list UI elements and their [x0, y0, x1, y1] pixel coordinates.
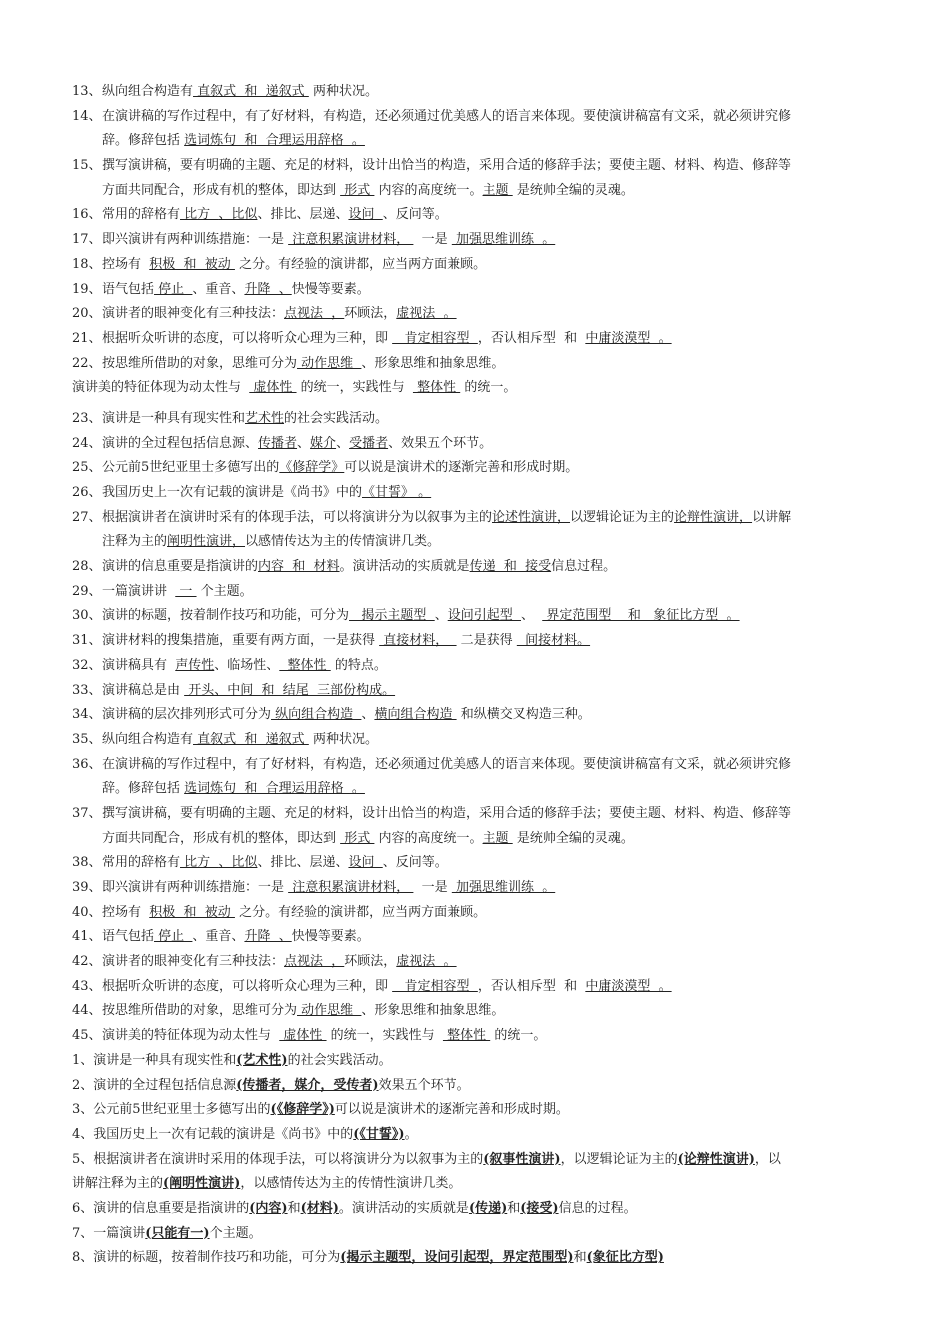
text-line	[72, 975, 880, 1000]
item-number: 44、	[72, 1003, 102, 1019]
line-text: 公元前5世纪亚里士多德写出的	[102, 460, 280, 476]
line-text: 一是	[413, 232, 452, 248]
text-line	[72, 1024, 880, 1049]
answer-blank: 声传性	[175, 657, 215, 673]
text-line	[72, 827, 880, 852]
answer-blank: 积极 和 被动	[149, 904, 235, 920]
text-line	[72, 1172, 880, 1197]
line-text: 演讲稿具有	[102, 657, 176, 673]
line-text: 演讲的信息重要是指演讲的	[102, 559, 259, 575]
text-line	[72, 1123, 880, 1148]
line-text: 、形象思维和抽象思维。	[361, 1003, 505, 1019]
line-text: 1、演讲是一种具有现实性和	[72, 1052, 237, 1068]
text-line	[72, 327, 880, 352]
text-line	[72, 950, 880, 975]
answer-blank: 停止	[154, 929, 193, 945]
answer-blank: (《甘誓》)	[353, 1126, 405, 1142]
answer-blank: 选词炼句 和 合理运用辞格 。	[184, 133, 365, 149]
line-text: 6、演讲的信息重要是指演讲的	[72, 1200, 250, 1216]
text-line	[72, 703, 880, 728]
item-number: 26、	[72, 485, 102, 500]
text-line	[72, 679, 880, 704]
answer-blank: (阐明性演讲)	[163, 1176, 241, 1192]
line-text: 按思维所借助的对象，思维可分为	[102, 1003, 298, 1019]
line-text: 语气包括	[102, 281, 155, 297]
line-text: 演讲稿总是由	[102, 682, 185, 698]
answer-blank: 内容 和 材料	[258, 559, 340, 575]
answer-blank: 、比似	[218, 855, 258, 871]
line-text: 根据听众听讲的态度，可以将听众心理为三种，即	[102, 978, 393, 994]
line-text: ，以逻辑论证为主的	[560, 1151, 678, 1167]
text-line	[72, 876, 880, 901]
answer-blank: 界定范围型 和 象征比方型 。	[542, 608, 740, 624]
line-text: 辞。修辞包括	[102, 781, 185, 797]
text-line	[72, 580, 880, 605]
answer-blank: 虚体性	[279, 1028, 327, 1044]
item-number: 23、	[72, 410, 102, 426]
line-text: 效果五个环节。	[378, 1077, 470, 1093]
answer-blank: 媒介	[310, 435, 337, 451]
answer-blank: 形式	[340, 182, 375, 198]
text-line	[72, 105, 880, 130]
text-line	[72, 1222, 880, 1247]
text-line	[72, 728, 880, 753]
line-text: 之分。有经验的演讲都，应当两方面兼顾。	[234, 256, 487, 272]
answer-blank: 设问引起型	[447, 608, 521, 624]
item-number: 38、	[72, 855, 102, 871]
line-text: 的统一。	[490, 1028, 547, 1044]
answer-blank: 积极 和 被动	[149, 256, 235, 272]
item-number: 42、	[72, 954, 102, 970]
answer-blank: 论辩性演讲，	[674, 509, 753, 525]
answer-blank: (接受)	[520, 1200, 559, 1216]
line-text: 一篇演讲讲	[102, 583, 176, 599]
line-text: 两种状况。	[308, 731, 378, 747]
text-line	[72, 352, 880, 377]
answer-blank: 直叙式 和 递叙式	[193, 731, 309, 747]
item-number: 37、	[72, 805, 102, 821]
answer-blank: 横向组合构造	[374, 707, 457, 723]
item-number: 29、	[72, 583, 102, 599]
item-number: 35、	[72, 731, 102, 747]
answer-blank: 《修辞学》	[279, 460, 345, 476]
line-text: 纵向组合构造有	[102, 84, 194, 99]
answer-blank: 设问	[348, 207, 383, 223]
item-number: 25、	[72, 460, 102, 476]
line-text: 常用的辞格有	[102, 207, 181, 223]
line-text: 的统一。	[460, 380, 517, 396]
line-text: 、反问等。	[382, 207, 448, 223]
answer-blank: 整体性	[279, 657, 331, 673]
line-text: 按思维所借助的对象，思维可分为	[102, 355, 298, 371]
text-line	[72, 629, 880, 654]
line-text: 演讲美的特征体现为动太性与	[72, 380, 250, 396]
answer-blank: (《修辞学》)	[270, 1102, 335, 1118]
line-text: 和	[573, 1250, 587, 1266]
answer-blank: 肯定相容型	[392, 978, 478, 994]
line-text: 3、公元前5世纪亚里士多德写出的	[72, 1102, 271, 1118]
line-text: 4、我国历史上一次有记载的演讲是《尚书》中的	[72, 1126, 354, 1142]
line-text: 环顾法，	[344, 954, 397, 970]
line-text: 一是	[413, 880, 452, 895]
line-text: 注释为主的	[102, 534, 168, 550]
line-text: 撰写演讲稿，要有明确的主题、充足的材料，设计出恰当的构造，采用合适的修辞手法；要使主题、材料、构造、修辞等	[102, 158, 792, 174]
line-text: 5、根据演讲者在演讲时采用的体现手法，可以将演讲分为以叙事为主的	[72, 1151, 484, 1167]
item-number: 32、	[72, 657, 102, 673]
line-text: 即兴演讲有两种训练措施：一是	[102, 232, 289, 248]
answer-blank: 点视法 ，	[284, 306, 345, 322]
text-line	[72, 407, 880, 432]
text-line	[72, 802, 880, 827]
line-text: 根据听众听讲的态度，可以将听众心理为三种，即	[102, 330, 393, 346]
text-line	[72, 999, 880, 1024]
item-number: 21、	[72, 330, 102, 346]
line-text: 快慢等要素。	[291, 929, 370, 945]
answer-blank: (叙事性演讲)	[483, 1151, 561, 1167]
text-line	[72, 555, 880, 580]
item-number: 36、	[72, 756, 102, 772]
line-text: 的统一，实践性与	[326, 1028, 443, 1044]
line-text: 常用的辞格有	[102, 855, 181, 871]
text-line	[72, 1098, 880, 1123]
line-text: 语气包括	[102, 929, 155, 945]
text-line	[72, 154, 880, 179]
text-line	[72, 654, 880, 679]
answer-blank: 整体性	[412, 380, 461, 396]
line-text: 演讲的标题，按着制作技巧和功能，可分为	[102, 608, 350, 624]
line-text: 的社会实践活动。	[284, 410, 389, 426]
answer-blank: 主题	[482, 182, 513, 198]
answer-blank: (论辩性演讲)	[677, 1151, 755, 1167]
answer-blank: 揭示主题型	[349, 608, 435, 624]
answer-blank: 纵向组合构造	[271, 707, 362, 723]
line-text: 以感情传达为主的传情演讲几类。	[245, 534, 441, 550]
line-text: 演讲美的特征体现为动太性与	[102, 1028, 280, 1044]
line-text: 控场有	[102, 904, 150, 920]
answer-blank: 传递 和 接受	[469, 559, 552, 575]
line-text: 和	[287, 1200, 301, 1216]
line-text: ，以	[754, 1151, 781, 1167]
line-text: 根据演讲者在演讲时采有的体现手法，可以将演讲分为以叙事为主的	[102, 509, 493, 525]
line-text: 演讲稿的层次排列形式可分为	[102, 707, 272, 723]
item-number: 13、	[72, 84, 102, 99]
text-line	[72, 456, 880, 481]
line-text: 、效果五个环节。	[388, 435, 493, 451]
line-text: 可以说是演讲术的逐渐完善和形成时期。	[344, 460, 579, 476]
answer-blank: 主题	[482, 830, 513, 846]
item-number: 27、	[72, 509, 102, 525]
line-text: 演讲是一种具有现实性和	[102, 410, 246, 426]
answer-blank: 设问	[348, 855, 383, 871]
answer-blank: 注意积累演讲材料，	[288, 880, 414, 895]
line-text: 个主题。	[196, 583, 253, 599]
line-text: 、	[520, 608, 543, 624]
answer-blank: 中庸淡漠型 。	[585, 978, 672, 994]
line-text: 的统一，实践性与	[296, 380, 413, 396]
answer-blank: 虚视法 。	[396, 954, 457, 970]
answer-blank: 比方	[180, 855, 219, 871]
text-line	[72, 278, 880, 303]
answer-blank: 注意积累演讲材料，	[288, 232, 414, 248]
answer-blank: 中庸淡漠型 。	[585, 330, 672, 346]
line-text: 、	[336, 435, 350, 451]
line-text: 演讲者的眼神变化有三种技法：	[102, 954, 285, 970]
answer-blank: (只能有一)	[145, 1225, 210, 1241]
line-text: 辞。修辞包括	[102, 133, 185, 149]
answer-blank: 间接材料。	[516, 633, 591, 649]
text-line	[72, 80, 880, 105]
answer-blank: (传播者，媒介，受传者)	[236, 1077, 379, 1093]
line-text: 、重音、	[192, 929, 245, 945]
text-line	[72, 604, 880, 629]
text-line	[72, 925, 880, 950]
line-text: 环顾法，	[344, 306, 397, 322]
text-line	[72, 777, 880, 802]
line-text: ，否认相斥型 和	[477, 978, 586, 994]
answer-blank: (揭示主题型，设问引起型，界定范围型)	[340, 1250, 574, 1266]
item-number: 22、	[72, 355, 102, 371]
item-number: 28、	[72, 559, 102, 575]
line-text: 、	[361, 707, 375, 723]
line-text: 演讲的全过程包括信息源、	[102, 435, 259, 451]
text-line	[72, 851, 880, 876]
line-text: 讲解注释为主的	[72, 1176, 164, 1192]
line-text: 信息的过程。	[558, 1200, 637, 1216]
document-body	[72, 80, 880, 1271]
item-number: 18、	[72, 256, 102, 272]
text-line	[72, 253, 880, 278]
line-text: 内容的高度统一。	[374, 830, 483, 846]
answer-blank: 直叙式 和 递叙式	[193, 84, 309, 99]
answer-blank: 停止	[154, 281, 193, 297]
line-text: 、排比、层递、	[257, 855, 349, 871]
line-text: 控场有	[102, 256, 150, 272]
line-text: 7、一篇演讲	[72, 1225, 146, 1241]
answer-blank: 、比似	[218, 207, 258, 223]
answer-blank: 直接材料，	[379, 633, 457, 649]
answer-blank: (象征比方型)	[586, 1250, 664, 1266]
line-text: 个主题。	[209, 1225, 262, 1241]
line-text: 可以说是演讲术的逐渐完善和形成时期。	[334, 1102, 569, 1118]
text-line	[72, 753, 880, 778]
line-text: 演讲材料的搜集措施，重要有两方面，一是获得	[102, 633, 380, 649]
line-text: 方面共同配合，形成有机的整体，即达到	[102, 830, 341, 846]
item-number: 31、	[72, 633, 102, 649]
line-text: 在演讲稿的写作过程中，有了好材料，有构造，还必须通过优美感人的语言来体现。要使演讲稿富有文采，就必须讲究修	[102, 756, 792, 772]
text-line	[72, 302, 880, 327]
answer-blank: (艺术性)	[236, 1052, 288, 1068]
answer-blank: 动作思维	[297, 1003, 362, 1019]
item-number: 33、	[72, 682, 102, 698]
answer-blank: 虚体性	[249, 380, 297, 396]
line-text: 我国历史上一次有记载的演讲是《尚书》中的	[102, 485, 363, 500]
item-number: 15、	[72, 158, 102, 174]
answer-blank: (传递)	[468, 1200, 508, 1216]
line-text: 2、演讲的全过程包括信息源	[72, 1077, 237, 1093]
line-text: 、	[297, 435, 311, 451]
text-line	[72, 203, 880, 228]
line-text: 以逻辑论证为主的	[570, 509, 675, 525]
answer-blank: 肯定相容型	[392, 330, 478, 346]
line-text: ，以感情传达为主的传情性演讲几类。	[240, 1176, 462, 1192]
item-number: 19、	[72, 281, 102, 297]
item-number: 34、	[72, 707, 102, 723]
line-text: 8、演讲的标题，按着制作技巧和功能，可分为	[72, 1250, 341, 1266]
line-text: 在演讲稿的写作过程中，有了好材料，有构造，还必须通过优美感人的语言来体现。要使演讲稿富有文采，就必须讲究修	[102, 108, 792, 124]
answer-blank: 论述性演讲，	[492, 509, 571, 525]
item-number: 43、	[72, 978, 102, 994]
item-number: 20、	[72, 306, 102, 322]
line-text: 是统帅全编的灵魂。	[512, 830, 634, 846]
text-line	[72, 481, 880, 506]
item-number: 17、	[72, 232, 102, 248]
answer-blank: 形式	[340, 830, 375, 846]
text-line	[72, 506, 880, 531]
answer-blank: 比方	[180, 207, 219, 223]
answer-blank: 加强思维训练 。	[451, 232, 556, 248]
text-line	[72, 1074, 880, 1099]
answer-blank: 虚视法 。	[396, 306, 457, 322]
line-text: ，否认相斥型 和	[477, 330, 586, 346]
item-number: 45、	[72, 1028, 102, 1044]
answer-blank: 受播者	[349, 435, 389, 451]
answer-blank: 艺术性	[245, 410, 285, 426]
answer-blank: 动作思维	[297, 355, 362, 371]
answer-blank: 升降 、	[244, 281, 292, 297]
answer-blank: 选词炼句 和 合理运用辞格 。	[184, 781, 365, 797]
line-text: 。	[404, 1126, 418, 1142]
item-number: 16、	[72, 207, 102, 223]
item-number: 14、	[72, 108, 102, 124]
line-text: 、	[434, 608, 448, 624]
item-number: 30、	[72, 608, 102, 624]
line-text: 撰写演讲稿，要有明确的主题、充足的材料，设计出恰当的构造，采用合适的修辞手法；要使主题、材料、构造、修辞等	[102, 805, 792, 821]
line-text: 、反问等。	[382, 855, 448, 871]
line-text: 纵向组合构造有	[102, 731, 194, 747]
text-line	[72, 376, 880, 401]
answer-blank: 点视法 ，	[284, 954, 345, 970]
line-text: 和纵横交叉构造三种。	[456, 707, 591, 723]
line-text: 、临场性、	[214, 657, 280, 673]
answer-blank: 升降 、	[244, 929, 292, 945]
text-line	[72, 129, 880, 154]
answer-blank: 加强思维训练 。	[451, 880, 556, 895]
text-line	[72, 1148, 880, 1173]
answer-blank: 传播者	[258, 435, 298, 451]
item-number: 39、	[72, 880, 102, 895]
item-number: 40、	[72, 904, 102, 920]
line-text: 、重音、	[192, 281, 245, 297]
answer-blank: 《甘誓》 。	[362, 485, 432, 500]
answer-blank: 整体性	[442, 1028, 491, 1044]
line-text: 。演讲活动的实质就是	[338, 1200, 469, 1216]
line-text: 之分。有经验的演讲都，应当两方面兼顾。	[234, 904, 487, 920]
line-text: 方面共同配合，形成有机的整体，即达到	[102, 182, 341, 198]
text-line	[72, 901, 880, 926]
line-text: 、形象思维和抽象思维。	[361, 355, 505, 371]
line-text: 、排比、层递、	[257, 207, 349, 223]
text-line	[72, 1197, 880, 1222]
item-number: 41、	[72, 929, 102, 945]
line-text: 即兴演讲有两种训练措施：一是	[102, 880, 289, 895]
answer-blank: 阐明性演讲，	[167, 534, 246, 550]
item-number: 24、	[72, 435, 102, 451]
line-text: 是统帅全编的灵魂。	[512, 182, 634, 198]
line-text: 以讲解	[752, 509, 792, 525]
answer-blank: 开头、中间 和 结尾 三部份构成。	[184, 682, 396, 698]
answer-blank: 一	[175, 583, 197, 599]
line-text: 演讲者的眼神变化有三种技法：	[102, 306, 285, 322]
text-line	[72, 432, 880, 457]
line-text: 的社会实践活动。	[287, 1052, 392, 1068]
text-line	[72, 1049, 880, 1074]
line-text: 的特点。	[330, 657, 387, 673]
line-text: 和	[507, 1200, 521, 1216]
text-line	[72, 179, 880, 204]
line-text: 。演讲活动的实质就是	[339, 559, 470, 575]
line-text: 二是获得	[456, 633, 517, 649]
answer-blank: (内容)	[249, 1200, 288, 1216]
text-line	[72, 530, 880, 555]
line-text: 两种状况。	[308, 84, 378, 99]
line-text: 信息过程。	[551, 559, 617, 575]
line-text: 快慢等要素。	[291, 281, 370, 297]
text-line	[72, 228, 880, 253]
answer-blank: (材料)	[300, 1200, 339, 1216]
text-line	[72, 1246, 880, 1271]
line-text: 内容的高度统一。	[374, 182, 483, 198]
